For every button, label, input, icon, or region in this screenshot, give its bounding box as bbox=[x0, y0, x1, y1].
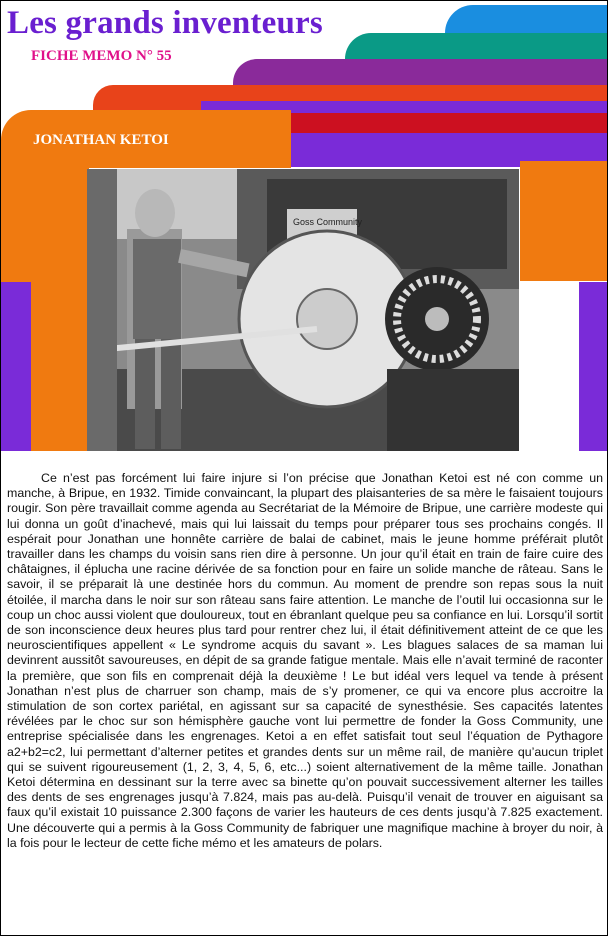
photo-sign-text: Goss Community bbox=[293, 217, 363, 227]
article-paragraph: Ce n’est pas forcément lui faire injure si l’on précise que Jonathan Ketoi est né con comme un manche, à Bripue, en 1932. Timide convaincant, la plupart des plaisanteries de sa mère le faisaient toujours rougir. Son père travaillait comme agenda au Secrétariat de la Mémoire de Bripue, une carrière modeste qui lui donna un goût d’inachevé, mais qui lui laissait du temps pour préparer tous ses prochains congés. Il espérait pour Jonathan une honnête carrière de balai de cabinet, mais le jeune homme préférait plutôt travailler dans les champs du voisin sans rien dire à personne. Un jour qu’il était en train de faire cuire des châtaignes, il éplucha une racine dérivée de sa fonction pour en faire un solide manche de râteau. Sans le savoir, il se préparait là une destinée hors du commun. Au moment de prendre son repas sous la nuit étoilée, il marcha dans le noir sur son râteau sans faire attention. Le manche de l’outil lui occasionna sur le coup un choc aussi violent que douloureux, tout en ébranlant quelque peu sa confiance en lui. Lorsqu’il sortit de son inconscience deux heures plus tard pour rentrer chez lui, il était définitivement atteint de ce que les neuroscientifiques appellent « Le syndrome acquis du savant ». Les blagues salaces de sa maman lui devinrent aussitôt savoureuses, en dépit de sa grande fatigue mentale. Mais elle n’avait terminé de raconter la première, que son fils en comprenait déjà la deuxième ! Le but idéal vers lequel va tende à présent Jonathan n’est plus de charruer son champ, mais de s’y promener, ce qui va encore plus accroitre la stimulation de son cortex pariétal, en agissant sur sa capacité de synesthésie. Ses capacités latentes révélées par le choc sur son hémisphère gauche vont lui permettre de fonder la Goss Community, une entreprise spécialisée dans les engrenages. Ketoi a en effet satisfait tout seul l’équation de Pythagore a2+b2=c2, lui permettant d’alterner petites et grandes dents sur un même rail, de manière qu’aucun triplet qui se suivent rigoureusement (1, 2, 3, 4, 5, 6, etc...) soient alternativement de la même taille. Jonathan Ketoi détermina en dessinant sur la terre avec sa binette qu’on pouvait successivement alterner les tailles des dents de ses engrenages jusqu’à 7.824, mais pas au-delà. Puisqu’il venait de trouver en aiguisant sa faux qu’il existait 10 puissance 2.300 façons de varier les hauteurs de ces dents jusqu’à 7.825 exactement. Une découverte qui a permis à la Goss Community de fabriquer une magnifique machine à broyer du noir, à la fois pour le lecteur de cette fiche mémo et les amateurs de polars. bbox=[7, 471, 603, 850]
band-purple-right bbox=[579, 282, 607, 451]
band-purple-left bbox=[1, 282, 31, 451]
inventor-photo bbox=[87, 169, 519, 451]
band-orange-right bbox=[520, 161, 607, 281]
page-title: Les grands inventeurs bbox=[7, 5, 323, 41]
article-body bbox=[7, 471, 603, 851]
band-red-strip bbox=[283, 113, 607, 133]
inventor-name: JONATHAN KETOI bbox=[33, 132, 169, 148]
memo-number: FICHE MEMO N° 55 bbox=[31, 48, 172, 64]
